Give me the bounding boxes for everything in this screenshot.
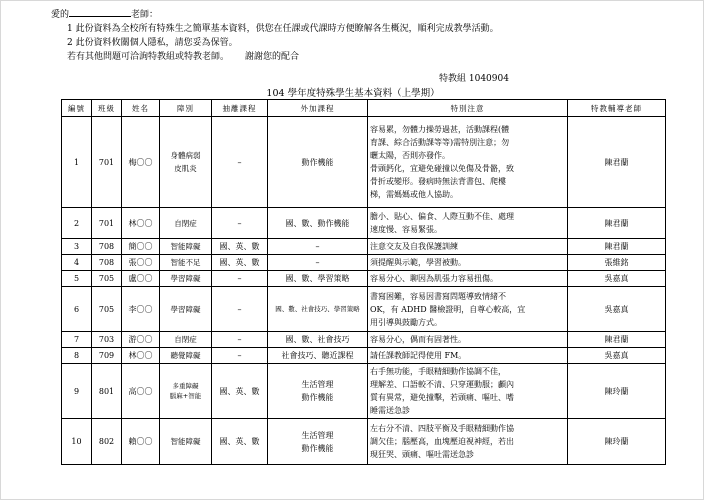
table-row [62, 287, 666, 332]
cell-notes [368, 208, 568, 239]
cell-name: 梅〇〇 [122, 117, 160, 208]
cell-pullout: – [212, 287, 268, 332]
category-line: 自閉症 [174, 218, 197, 228]
notes-line: 書寫困難，容易因書寫問題導致情緒不 [370, 291, 506, 301]
cell-teacher: 陳玲蘭 [568, 364, 666, 419]
cell-name: 游〇〇 [122, 332, 160, 348]
extra-course-line: 生活管理 [301, 380, 334, 389]
notes-line: 請任課教師記得使用 FM。 [370, 351, 467, 360]
cell-category [160, 419, 212, 465]
cell-no: 1 [62, 117, 92, 208]
cell-category [160, 364, 212, 419]
cell-extra-course [268, 332, 368, 348]
cell-class: 708 [92, 239, 122, 255]
notes-line: OK，有 ADHD 醫檢證明，自尊心較高，宜 [370, 304, 526, 314]
notes-line: 膽小、貼心、偏食、人際互動不佳、處理 [370, 212, 514, 221]
cell-name: 盧〇〇 [122, 271, 160, 287]
cell-pullout: 國、英、數 [212, 255, 268, 271]
cell-no: 5 [62, 271, 92, 287]
cell-notes [368, 364, 568, 419]
cell-category [160, 348, 212, 364]
salutation [51, 7, 499, 22]
cell-notes [368, 255, 568, 271]
notes-line: 容易累，勿體力操勞過甚，活動課程(體 [370, 125, 510, 134]
cell-teacher: 吳嘉真 [568, 287, 666, 332]
cell-extra-course [268, 239, 368, 255]
salutation-prefix: 愛的 [51, 10, 70, 20]
cell-category [160, 239, 212, 255]
extra-course-line: 國、數、社會技巧 [285, 335, 350, 344]
cell-pullout: – [212, 117, 268, 208]
notes-line: 容易分心，偶而有固著性。 [370, 335, 466, 344]
notes-line: 骨頭鈣化，宜避免碰撞以免傷及骨骼，致 [370, 164, 514, 173]
cell-name: 林〇〇 [122, 348, 160, 364]
cell-extra-course [268, 208, 368, 239]
col-header: 編號 [62, 100, 92, 117]
extra-course-line: 國、數、動作機能 [285, 218, 350, 228]
cell-teacher: 陳君蘭 [568, 117, 666, 208]
cell-class: 705 [92, 271, 122, 287]
intro-line-2: 2 此份資料攸關個人隱私，請您妥為保管。 [67, 38, 238, 48]
cell-extra-course [268, 287, 368, 332]
cell-class: 802 [92, 419, 122, 465]
cell-name: 李〇〇 [122, 287, 160, 332]
extra-course-line: 動作機能 [301, 393, 334, 402]
intro-block [51, 7, 499, 64]
table-row [62, 332, 666, 348]
cell-extra-course [268, 255, 368, 271]
cell-category [160, 208, 212, 239]
cell-extra-course [268, 364, 368, 419]
cell-no: 9 [62, 364, 92, 419]
notes-line: 容易分心、聊因為肌張力容易扭傷。 [370, 274, 498, 283]
cell-teacher: 陳君蘭 [568, 208, 666, 239]
col-header: 障別 [160, 100, 212, 117]
cell-no: 10 [62, 419, 92, 465]
cell-category [160, 332, 212, 348]
notes-line: 梯，需媽媽或他人協助。 [370, 190, 458, 199]
table-body [62, 117, 666, 465]
cell-no: 6 [62, 287, 92, 332]
notes-line: 理解差、口語較不清、只穿運動服；顱內 [370, 380, 514, 389]
cell-class: 705 [92, 287, 122, 332]
cell-notes [368, 348, 568, 364]
category-line: 智能不足 [170, 258, 201, 267]
cell-notes [368, 419, 568, 465]
category-line: 智能障礙 [170, 242, 201, 251]
table-header-row [62, 100, 666, 117]
notes-line: 調欠佳；腦壓高，血塊壓迫視神經，若出 [370, 437, 514, 446]
cell-extra-course [268, 348, 368, 364]
cell-teacher: 陳君蘭 [568, 332, 666, 348]
notes-line: 速度慢、容易緊張。 [370, 225, 442, 234]
cell-extra-course [268, 419, 368, 465]
table-row [62, 419, 666, 465]
cell-category [160, 271, 212, 287]
cell-teacher: 陳玲蘭 [568, 419, 666, 465]
cell-teacher: 吳嘉真 [568, 271, 666, 287]
col-header: 特教輔導老師 [568, 100, 666, 117]
cell-notes [368, 271, 568, 287]
cell-no: 2 [62, 208, 92, 239]
cell-class: 801 [92, 364, 122, 419]
student-table [61, 99, 666, 465]
notes-line: 須提醒與示範，學習被動。 [370, 258, 466, 267]
thanks-text: 謝謝您的配合 [245, 52, 300, 62]
category-line: 聽覺障礙 [170, 351, 201, 360]
extra-course-line: 生活管理 [301, 430, 334, 440]
category-line: 皮肌炎 [174, 164, 197, 173]
extra-course-line: 國、數、學習策略 [285, 274, 350, 283]
table-row [62, 271, 666, 287]
cell-class: 709 [92, 348, 122, 364]
cell-no: 4 [62, 255, 92, 271]
notes-line: 用引導與鼓勵方式。 [370, 317, 442, 327]
notes-line: 質有異常，避免撞擊，若頭痛、嘔吐、嗜 [370, 393, 514, 402]
cell-notes [368, 239, 568, 255]
cell-class: 701 [92, 117, 122, 208]
extra-course-line: 動作機能 [301, 443, 334, 453]
contact-text: 若有其他問題可洽詢特教組或特教老師。 [67, 52, 230, 62]
cell-pullout: – [212, 332, 268, 348]
extra-course-line: 社會技巧、聽近課程 [281, 351, 354, 360]
notes-line: 注意交友及自我保護訓練 [370, 242, 458, 251]
extra-course-line: 國、數、社會技巧、學習策略 [275, 304, 360, 313]
table-row [62, 255, 666, 271]
extra-course-line: 動作機能 [301, 157, 334, 167]
cell-name: 賴〇〇 [122, 419, 160, 465]
cell-pullout: 國、英、數 [212, 419, 268, 465]
cell-pullout: – [212, 208, 268, 239]
cell-class: 701 [92, 208, 122, 239]
cell-no: 7 [62, 332, 92, 348]
table-row [62, 208, 666, 239]
table-row [62, 239, 666, 255]
category-line: 身體病弱 [170, 151, 201, 160]
cell-name: 簡〇〇 [122, 239, 160, 255]
cell-category [160, 117, 212, 208]
table-row [62, 348, 666, 364]
notes-line: 曬太陽，否則亦發作。 [370, 151, 450, 160]
intro-line-1: 1 此份資料為全校所有特殊生之簡單基本資料，供您在任課或代課時方便瞭解各生概況，順利完成教學活動。 [67, 24, 499, 34]
col-header: 姓名 [122, 100, 160, 117]
cell-pullout: – [212, 348, 268, 364]
cell-category [160, 287, 212, 332]
notes-line: 右手無功能，手眼精細動作協調不佳， [370, 367, 506, 376]
cell-name: 高〇〇 [122, 364, 160, 419]
contact-line [51, 50, 499, 64]
cell-extra-course [268, 117, 368, 208]
unit-label: 特教組 1040904 [439, 74, 509, 84]
cell-pullout: – [212, 271, 268, 287]
cell-name: 林〇〇 [122, 208, 160, 239]
cell-teacher: 張維銘 [568, 255, 666, 271]
cell-teacher: 吳嘉真 [568, 348, 666, 364]
cell-category [160, 255, 212, 271]
category-line: 智能障礙 [170, 437, 201, 446]
col-header: 班級 [92, 100, 122, 117]
table-title: 104 學年度特殊學生基本資料（上學期） [266, 88, 440, 99]
table-row [62, 117, 666, 208]
cell-no: 3 [62, 239, 92, 255]
col-header: 特別注意 [368, 100, 568, 117]
category-line: 自閉症 [174, 335, 197, 344]
cell-name: 張〇〇 [122, 255, 160, 271]
name-blank [69, 7, 131, 17]
extra-course-line: – [315, 258, 320, 267]
cell-extra-course [268, 271, 368, 287]
cell-no: 8 [62, 348, 92, 364]
cell-class: 703 [92, 332, 122, 348]
category-line: 腦麻+智能 [169, 392, 202, 400]
notes-line: 左右分不清、四肢平衡及手眼精細動作協 [370, 424, 514, 433]
col-header: 抽離課程 [212, 100, 268, 117]
cell-notes [368, 332, 568, 348]
category-line: 多重障礙 [172, 382, 199, 390]
notes-line: 現狂哭、頭痛、嘔吐需送急診 [370, 450, 474, 459]
col-header: 外加課程 [268, 100, 368, 117]
notes-line: 睡需送急診 [370, 406, 410, 415]
extra-course-line: – [315, 242, 320, 251]
salutation-suffix: 老師： [131, 10, 159, 20]
cell-class: 708 [92, 255, 122, 271]
table-row [62, 364, 666, 419]
cell-notes [368, 117, 568, 208]
cell-teacher: 陳君蘭 [568, 239, 666, 255]
cell-pullout: 國、英、數 [212, 364, 268, 419]
category-line: 學習障礙 [170, 274, 201, 283]
notes-line: 骨折或變形。發病時無法背書包、爬樓 [370, 177, 506, 186]
cell-pullout: 國、英、數 [212, 239, 268, 255]
category-line: 學習障礙 [170, 304, 201, 314]
cell-notes [368, 287, 568, 332]
notes-line: 育課、綜合活動課等等)需特別注意；勿 [370, 138, 510, 147]
